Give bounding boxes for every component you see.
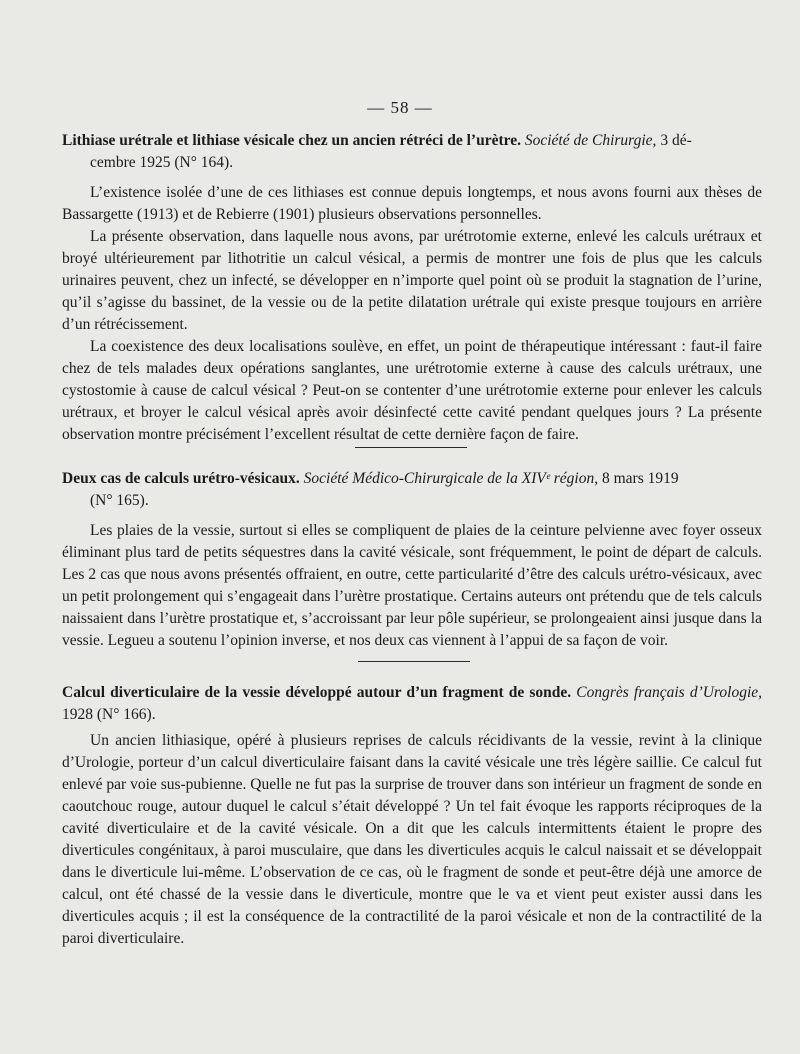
entry-165: [62, 468, 762, 652]
paragraph: Un ancien lithiasique, opéré à plusieurs reprises de calculs récidivants de la vessie, revint à la clinique d’Urologie, porteur d’un calcul diverticulaire faisant dans la cavité vésicale une très légère saillie. Ce calcul fut enlevé par voie sus-pubienne. Quelle ne fut pas la surprise de trouver dans son intérieur un fragment de sonde en caoutchouc rouge, autour duquel le calcul s’était développé ? Un tel fait évoque les rapports réciproques de la cavité diverticulaire et de la cavité vésicale. On a dit que les calculs intermittents étaient le propre des diverticules congénitaux, à paroi musculaire, que dans les diverticules acquis le calcul naissait et se développait dans le diverticule lui-même. L’observation de ce cas, où le fragment de sonde et peut-être déjà une amorce de calcul, ont été chassé de la vessie dans le diverticule, montre que le va et vient peut exister aussi dans les diverticules acquis ; il est la conséquence de la contractilité de la paroi vésicale et non de la contractilité de la paroi diverticulaire.: [62, 732, 762, 947]
entry-title: Deux cas de calculs urétro-vésicaux.: [62, 470, 300, 487]
entry-date-start: 3 dé-: [660, 132, 692, 149]
entry-heading: [62, 682, 762, 726]
paragraph: La présente observation, dans laquelle nous avons, par urétrotomie externe, enlevé les calculs urétraux et broyé ultérieurement par lithotritie un calcul vésical, a permis de montrer une fois de plus que les calculs urinaires peuvent, chez un infecté, se développer en n’importe quel point où se produit la stagnation de l’urine, qu’il s’agisse du bassinet, de la vessie ou de la petite dilatation urétrale qui existe presque toujours en arrière d’un rétrécissement.: [62, 228, 762, 333]
paragraph: L’existence isolée d’une de ces lithiases est connue depuis longtemps, et nous avons fourni aux thèses de Bassargette (1913) et de Rebierre (1901) plusieurs observations personnelles.: [62, 184, 762, 223]
entry-heading: [62, 468, 762, 490]
section-separator: [358, 661, 470, 662]
entry-title: Lithiase urétrale et lithiase vésicale chez un ancien rétréci de l’urètre.: [62, 132, 521, 149]
entry-date-end: cembre 1925 (N° 164).: [90, 154, 234, 171]
entry-heading: [62, 130, 762, 152]
entry-date: 1928 (N° 166).: [62, 706, 156, 723]
entry-164: [62, 130, 762, 446]
paragraph: La coexistence des deux localisations soulève, en effet, un point de thérapeutique intéressant : faut-il faire chez de tels malades deux opérations sanglantes, une urétrotomie externe à cause des calculs urétraux, une cystostomie à cause de calcul vésical ? Peut-on se contenter d’une urétrotomie externe pour enlever les calculs urétraux, et broyer le calcul vésical après avoir désinfecté cette cavité pendant quelques jours ? La présente observation montre précisément l’excellent résultat de cette dernière façon de faire.: [62, 338, 762, 443]
page-number: — 58 —: [367, 98, 433, 117]
entry-166: [62, 682, 762, 950]
entry-source: Congrès français d’Urologie,: [576, 684, 762, 701]
paragraph: Les plaies de la vessie, surtout si elles se compliquent de plaies de la ceinture pelvienne avec foyer osseux éliminant plus tard de petits séquestres dans la cavité vésicale, sont fréquemment, le point de départ de calculs. Les 2 cas que nous avons présentés offraient, en outre, cette particularité d’être des calculs urétro-vésicaux, avec un petit prolongement qui s’engageait dans l’urètre prostatique. Certains auteurs ont prétendu que de tels calculs naissaient dans l’urètre prostatique et, s’accroissant par leur pôle supérieur, se prolongeaient ainsi jusque dans la vessie. Legueu a soutenu l’opinion inverse, et nos deux cas viennent à l’appui de sa façon de voir.: [62, 522, 762, 649]
entry-date-start: 8 mars 1919: [602, 470, 679, 487]
entry-title: Calcul diverticulaire de la vessie développé autour d’un fragment de sonde.: [62, 684, 572, 701]
entry-source: Société Médico-Chirurgicale de la XIVᵉ région,: [303, 470, 599, 487]
entry-date-end: (N° 165).: [90, 492, 149, 509]
section-separator: [355, 447, 467, 448]
entry-source: Société de Chirurgie,: [524, 132, 657, 149]
